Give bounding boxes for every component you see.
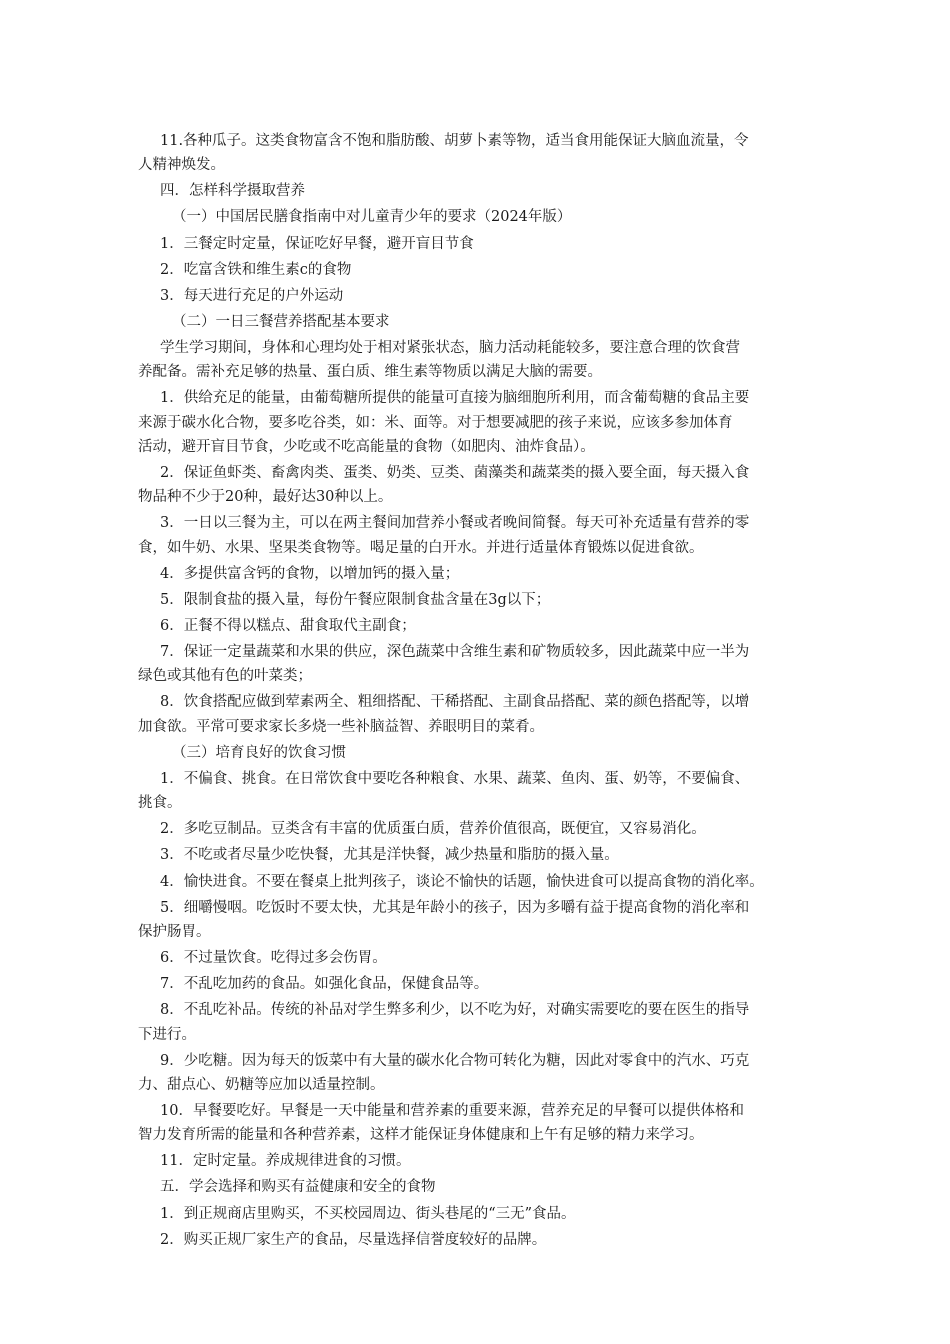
- text-line: 1．到正规商店里购买，不买校园周边、街头巷尾的“三无”食品。: [160, 1205, 576, 1222]
- text-line: 智力发育所需的能量和各种营养素，这样才能保证身体健康和上午有足够的精力来学习。: [138, 1127, 704, 1144]
- list-item: [138, 972, 814, 996]
- list-item: [138, 129, 814, 178]
- text-line: 9．少吃糖。因为每天的饭菜中有大量的碳水化合物可转化为糖，因此对零食中的汽水、巧克: [160, 1052, 750, 1069]
- text-line: 1．供给充足的能量，由葡萄糖所提供的能量可直接为脑细胞所利用，而含葡萄糖的食品主要: [160, 390, 750, 407]
- subsection-heading: [138, 310, 814, 334]
- document-body: [138, 129, 814, 1254]
- text-line: 2．保证鱼虾类、畜禽肉类、蛋类、奶类、豆类、菌藻类和蔬菜类的摄入要全面，每天摄入食: [160, 465, 750, 482]
- section-heading: [138, 179, 814, 203]
- list-item: [138, 998, 814, 1047]
- section-heading: [138, 1175, 814, 1199]
- list-item: [138, 640, 814, 689]
- list-item: [138, 284, 814, 308]
- list-item: [138, 1202, 814, 1226]
- text-line: 4．愉快进食。不要在餐桌上批判孩子，谈论不愉快的话题，愉快进食可以提高食物的消化率。: [160, 873, 764, 890]
- text-line: 8．饮食搭配应做到荤素两全、粗细搭配、干稀搭配、主副食品搭配、菜的颜色搭配等，以增: [160, 694, 750, 711]
- text-line: 养配备。需补充足够的热量、蛋白质、维生素等物质以满足大脑的需要。: [138, 364, 602, 381]
- text-line: 2．吃富含铁和维生素c的食物: [160, 261, 352, 278]
- text-line: 5．限制食盐的摄入量，每份午餐应限制食盐含量在3g以下；: [160, 591, 551, 608]
- list-item: [138, 870, 814, 894]
- text-line: 6．正餐不得以糕点、甜食取代主副食；: [160, 618, 416, 634]
- text-line: 2．购买正规厂家生产的食品，尽量选择信誉度较好的品牌。: [160, 1231, 547, 1248]
- list-item: [138, 511, 814, 560]
- text-line: 3．每天进行充足的户外运动: [160, 287, 344, 304]
- text-line: 活动，避开盲目节食，少吃或不吃高能量的食物（如肥肉、油炸食品）。: [138, 438, 595, 455]
- text-line: 3．一日以三餐为主，可以在两主餐间加营养小餐或者晚间简餐。每天可补充适量有营养的零: [160, 515, 750, 532]
- list-item: [138, 386, 814, 459]
- list-item: [138, 843, 814, 867]
- list-item: [138, 232, 814, 256]
- text-line: 加食欲。平常可要求家长多烧一些补脑益智、养眼明目的菜肴。: [138, 718, 544, 735]
- list-item: [138, 896, 814, 945]
- text-line: 四．怎样科学摄取营养: [160, 183, 305, 200]
- text-line: 食，如牛奶、水果、坚果类食物等。喝足量的白开水。并进行适量体育锻炼以促进食欲。: [138, 539, 704, 556]
- text-line: 力、甜点心、奶糖等应加以适量控制。: [138, 1076, 385, 1093]
- text-line: 10．早餐要吃好。早餐是一天中能量和营养素的重要来源，营养充足的早餐可以提供体格和: [160, 1103, 744, 1119]
- text-line: 1．不偏食、挑食。在日常饮食中要吃各种粮食、水果、蔬菜、鱼肉、蛋、奶等，不要偏食、: [160, 770, 750, 787]
- subsection-heading: [138, 205, 814, 229]
- text-line: （一）中国居民膳食指南中对儿童青少年的要求（2024年版）: [172, 209, 572, 226]
- list-item: [138, 614, 814, 638]
- text-line: 保护肠胃。: [138, 923, 211, 940]
- text-line: 绿色或其他有色的叶菜类；: [138, 668, 312, 685]
- list-item: [138, 562, 814, 586]
- subsection-heading: [138, 741, 814, 765]
- list-item: [138, 461, 814, 510]
- list-item: [138, 258, 814, 282]
- list-item: [138, 1228, 814, 1252]
- text-line: 11.各种瓜子。这类食物富含不饱和脂肪酸、胡萝卜素等物，适当食用能保证大脑血流量，令: [160, 133, 749, 149]
- text-line: 1．三餐定时定量，保证吃好早餐，避开盲目节食: [160, 235, 474, 252]
- text-line: 7．保证一定量蔬菜和水果的供应，深色蔬菜中含维生素和矿物质较多，因此蔬菜中应一半为: [160, 644, 750, 661]
- list-item: [138, 1099, 814, 1148]
- text-line: 4．多提供富含钙的食物，以增加钙的摄入量；: [160, 565, 460, 582]
- list-item: [138, 767, 814, 816]
- text-line: （二）一日三餐营养搭配基本要求: [172, 313, 390, 330]
- text-line: 7．不乱吃加药的食品。如强化食品，保健食品等。: [160, 976, 489, 993]
- list-item: [138, 588, 814, 612]
- list-item: [138, 817, 814, 841]
- list-item: [138, 946, 814, 970]
- text-line: 五．学会选择和购买有益健康和安全的食物: [160, 1179, 436, 1196]
- text-line: 挑食。: [138, 795, 182, 812]
- text-line: 下进行。: [138, 1026, 196, 1043]
- list-item: [138, 690, 814, 739]
- list-item: [138, 1149, 814, 1173]
- text-line: 学生学习期间，身体和心理均处于相对紧张状态，脑力活动耗能较多，要注意合理的饮食营: [160, 339, 740, 356]
- body-paragraph: [138, 336, 814, 385]
- text-line: 物品种不少于20种，最好达30种以上。: [138, 489, 393, 506]
- text-line: 5．细嚼慢咽。吃饭时不要太快，尤其是年龄小的孩子，因为多嚼有益于提高食物的消化率和: [160, 899, 750, 916]
- text-line: 人精神焕发。: [138, 157, 225, 174]
- text-line: 8．不乱吃补品。传统的补品对学生弊多利少，以不吃为好，对确实需要吃的要在医生的指导: [160, 1002, 750, 1019]
- text-line: 来源于碳水化合物，要多吃谷类，如：米、面等。对于想要减肥的孩子来说，应该多参加体育: [138, 414, 733, 431]
- text-line: 3．不吃或者尽量少吃快餐，尤其是洋快餐，减少热量和脂肪的摄入量。: [160, 847, 619, 864]
- text-line: 11．定时定量。养成规律进食的习惯。: [160, 1153, 411, 1170]
- text-line: （三）培育良好的饮食习惯: [172, 744, 346, 761]
- text-line: 6．不过量饮食。吃得过多会伤胃。: [160, 950, 387, 967]
- list-item: [138, 1049, 814, 1098]
- text-line: 2．多吃豆制品。豆类含有丰富的优质蛋白质，营养价值很高，既便宜，又容易消化。: [160, 821, 706, 838]
